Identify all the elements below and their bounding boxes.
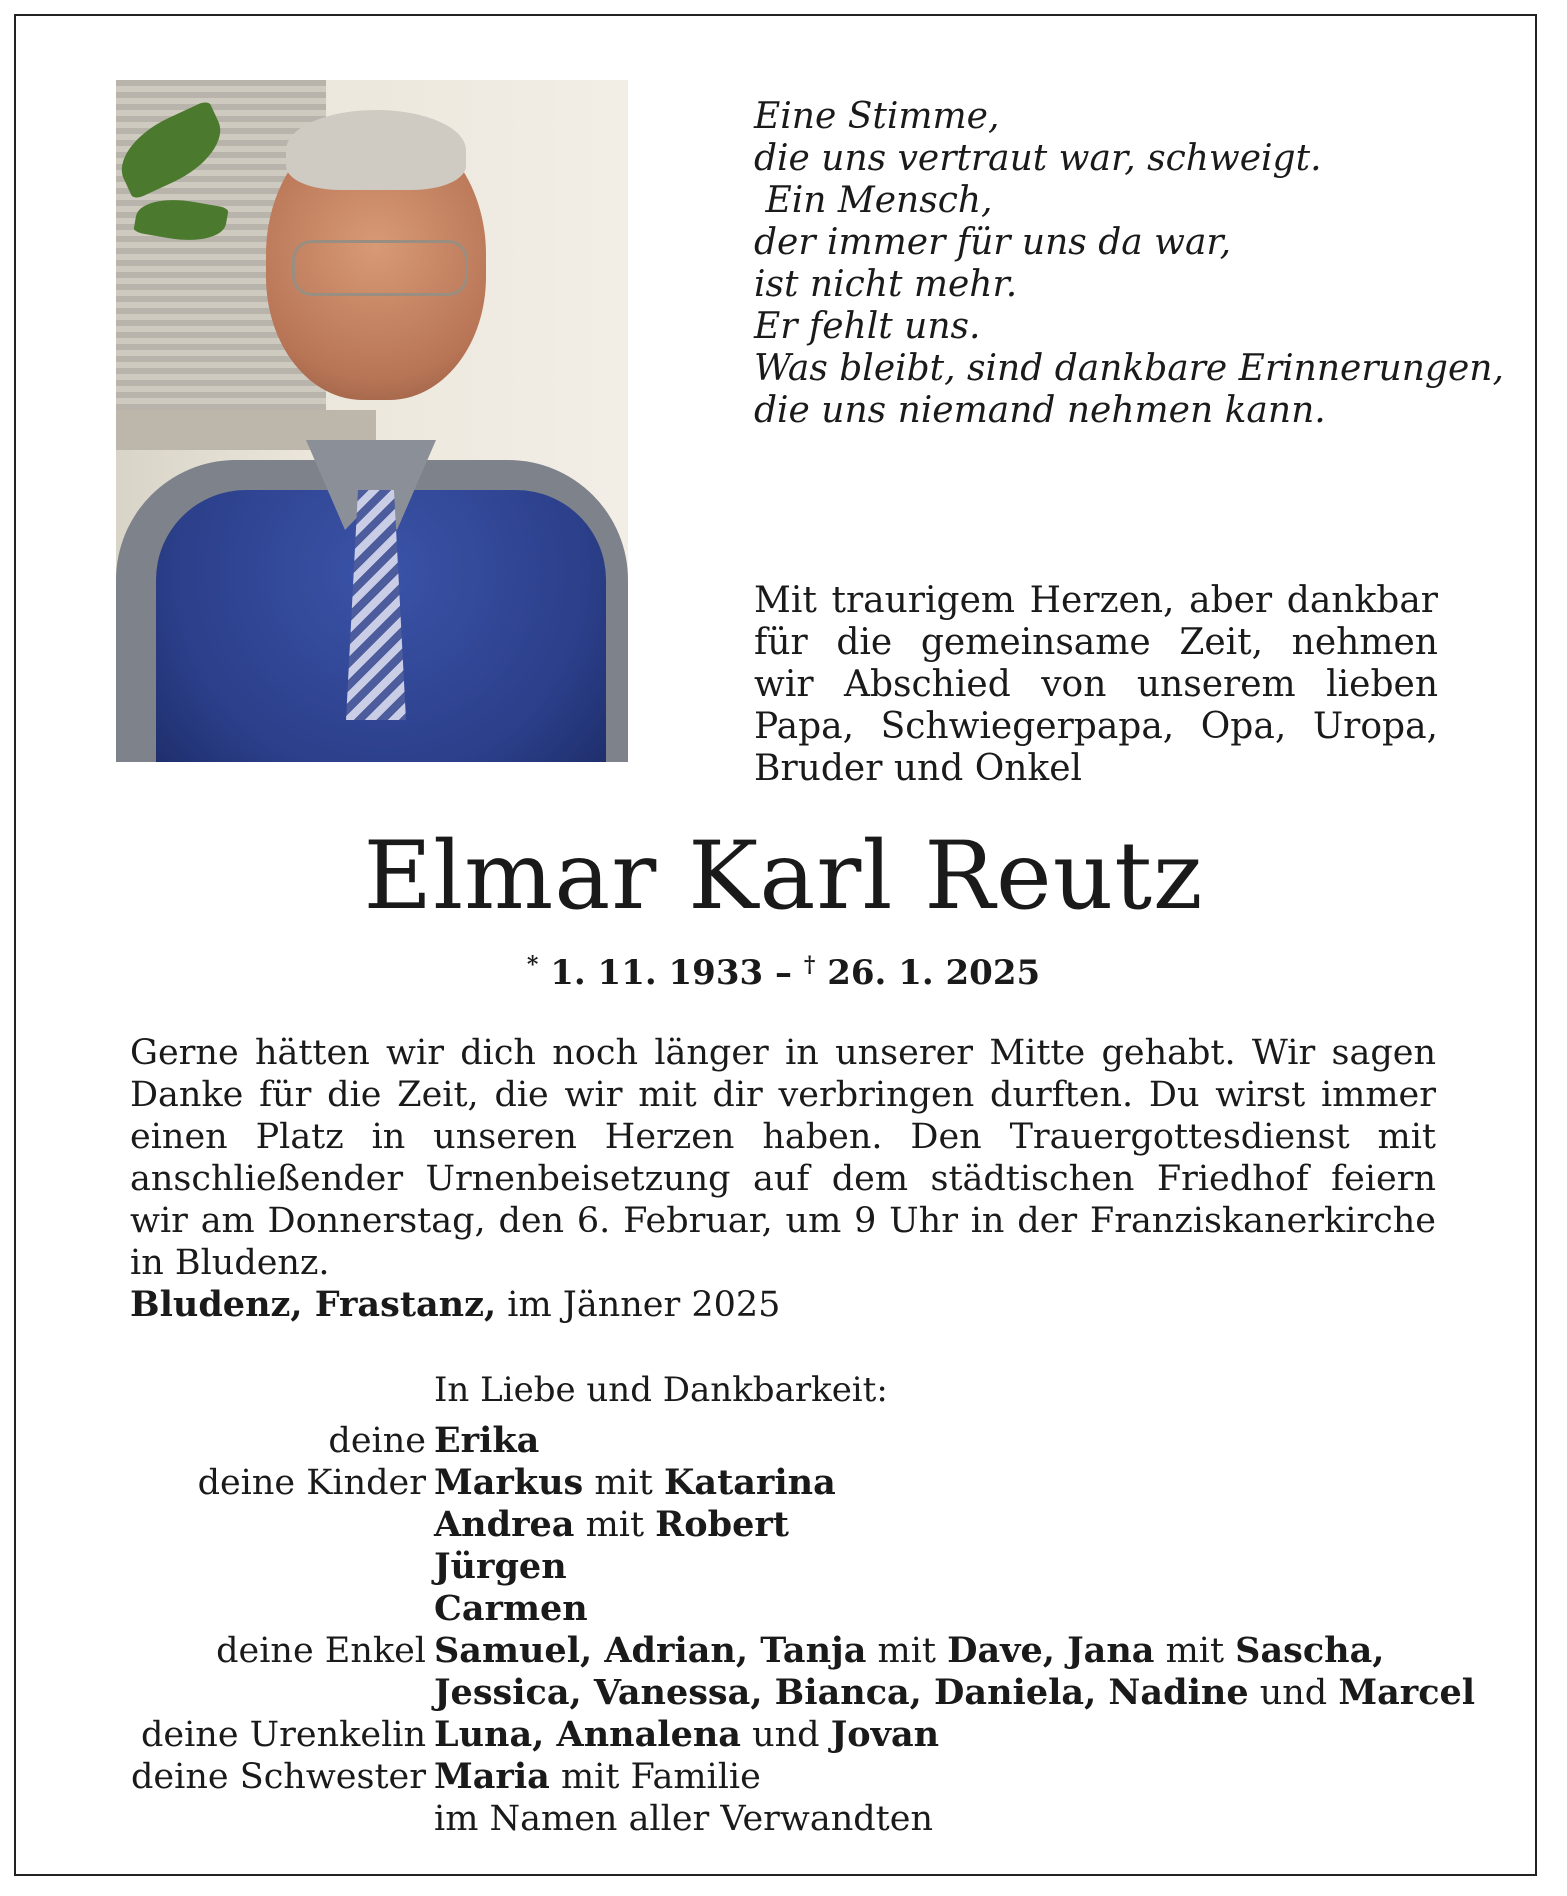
- family-member-name: Carmen: [434, 1588, 588, 1629]
- family-member-name: Katarina: [663, 1462, 836, 1503]
- family-names: [434, 1798, 933, 1840]
- family-connector: und: [1248, 1673, 1339, 1713]
- family-member-name: Robert: [655, 1504, 789, 1545]
- deceased-name: Elmar Karl Reutz: [363, 822, 1204, 931]
- signoff: In Liebe und Dankbarkeit:: [434, 1370, 888, 1410]
- family-row: [0, 1462, 1567, 1504]
- family-member-name: Luna, Annalena: [434, 1714, 741, 1755]
- family-row: [0, 1630, 1567, 1672]
- family-connector: mit Familie: [549, 1757, 761, 1797]
- family-member-name: Andrea: [434, 1504, 575, 1545]
- family-names: [434, 1672, 1475, 1714]
- family-member-name: Jovan: [830, 1714, 940, 1755]
- date-separator: –: [763, 953, 804, 993]
- family-member-name: Dave, Jana: [947, 1630, 1155, 1671]
- family-names: [434, 1504, 789, 1546]
- family-names: [434, 1756, 761, 1798]
- family-member-name: Markus: [434, 1462, 584, 1503]
- family-relation: deine Enkel: [216, 1631, 426, 1671]
- poem-line: der immer für uns da war,: [754, 222, 1232, 263]
- poem-line: Eine Stimme,: [754, 96, 1000, 137]
- poem-line: die uns vertraut war, schweigt.: [754, 138, 1322, 179]
- message-text: Gerne hätten wir dich noch länger in unserer Mitte gehabt. Wir sagen Danke für die Zeit, die wir mit dir verbringen durften. Du wirst immer einen Platz in unseren Herzen haben. Den Trauergottesdienst mit anschließender Urnenbeisetzung auf dem städtischen Friedhof feiern wir am Donnerstag, den 6. Februar, um 9 Uhr in der Franziskanerkirche in Bludenz.: [130, 1033, 1436, 1283]
- family-relation: deine: [328, 1421, 426, 1461]
- family-names: [434, 1588, 588, 1630]
- family-member-name: Jürgen: [434, 1546, 567, 1587]
- family-row: [0, 1420, 1567, 1462]
- family-names: [434, 1546, 567, 1588]
- family-member-name: Maria: [434, 1756, 550, 1797]
- hair: [286, 110, 466, 190]
- family-relation: deine Kinder: [197, 1463, 426, 1503]
- birth-symbol: *: [526, 952, 539, 978]
- family-row: [0, 1546, 1567, 1588]
- death-date: 26. 1. 2025: [827, 953, 1041, 993]
- poem-line: Er fehlt uns.: [754, 306, 981, 347]
- birth-date: 1. 11. 1933: [550, 953, 764, 993]
- poem-line: Ein Mensch,: [754, 180, 993, 221]
- family-list: [0, 1420, 1567, 1840]
- poem-line: ist nicht mehr.: [754, 264, 1018, 305]
- family-row: [0, 1504, 1567, 1546]
- intro-text: Mit traurigem Herzen, aber dankbar für die gemeinsame Zeit, nehmen wir Abschied von unserem lieben Papa, Schwiegerpapa, Opa, Uropa, Bruder und Onkel: [754, 580, 1438, 789]
- family-member-name: Marcel: [1338, 1672, 1476, 1713]
- family-names: [434, 1630, 1384, 1672]
- place-towns: Bludenz, Frastanz,: [130, 1284, 497, 1325]
- glasses-icon: [292, 240, 468, 296]
- family-connector: und: [740, 1715, 831, 1755]
- family-connector: mit: [574, 1505, 656, 1545]
- family-connector: mit: [866, 1631, 948, 1671]
- family-relation: deine Urenkelin: [140, 1715, 426, 1755]
- family-connector: mit: [583, 1463, 664, 1503]
- life-dates: [0, 952, 1567, 993]
- family-names: [434, 1462, 836, 1504]
- family-names: [434, 1714, 939, 1756]
- family-member-name: Jessica, Vanessa, Bianca, Daniela, Nadine: [434, 1672, 1249, 1713]
- family-connector: im Namen aller Verwandten: [434, 1799, 933, 1839]
- family-connector: mit: [1154, 1631, 1236, 1671]
- place-month: im Jänner 2025: [496, 1285, 781, 1325]
- family-member-name: Erika: [434, 1420, 540, 1461]
- family-member-name: Samuel, Adrian, Tanja: [434, 1630, 867, 1671]
- family-names: [434, 1420, 539, 1462]
- portrait-photo: [116, 80, 628, 762]
- family-row: [0, 1672, 1567, 1714]
- place-date: [130, 1284, 780, 1325]
- family-member-name: Sascha,: [1235, 1630, 1385, 1671]
- family-row: [0, 1588, 1567, 1630]
- death-symbol: †: [803, 952, 816, 978]
- poem-line: Was bleibt, sind dankbare Erinnerungen,: [754, 348, 1504, 389]
- family-row: [0, 1756, 1567, 1798]
- family-row: [0, 1798, 1567, 1840]
- poem-line: die uns niemand nehmen kann.: [754, 390, 1326, 431]
- family-row: [0, 1714, 1567, 1756]
- family-relation: deine Schwester: [131, 1757, 426, 1797]
- poem: [754, 96, 1504, 432]
